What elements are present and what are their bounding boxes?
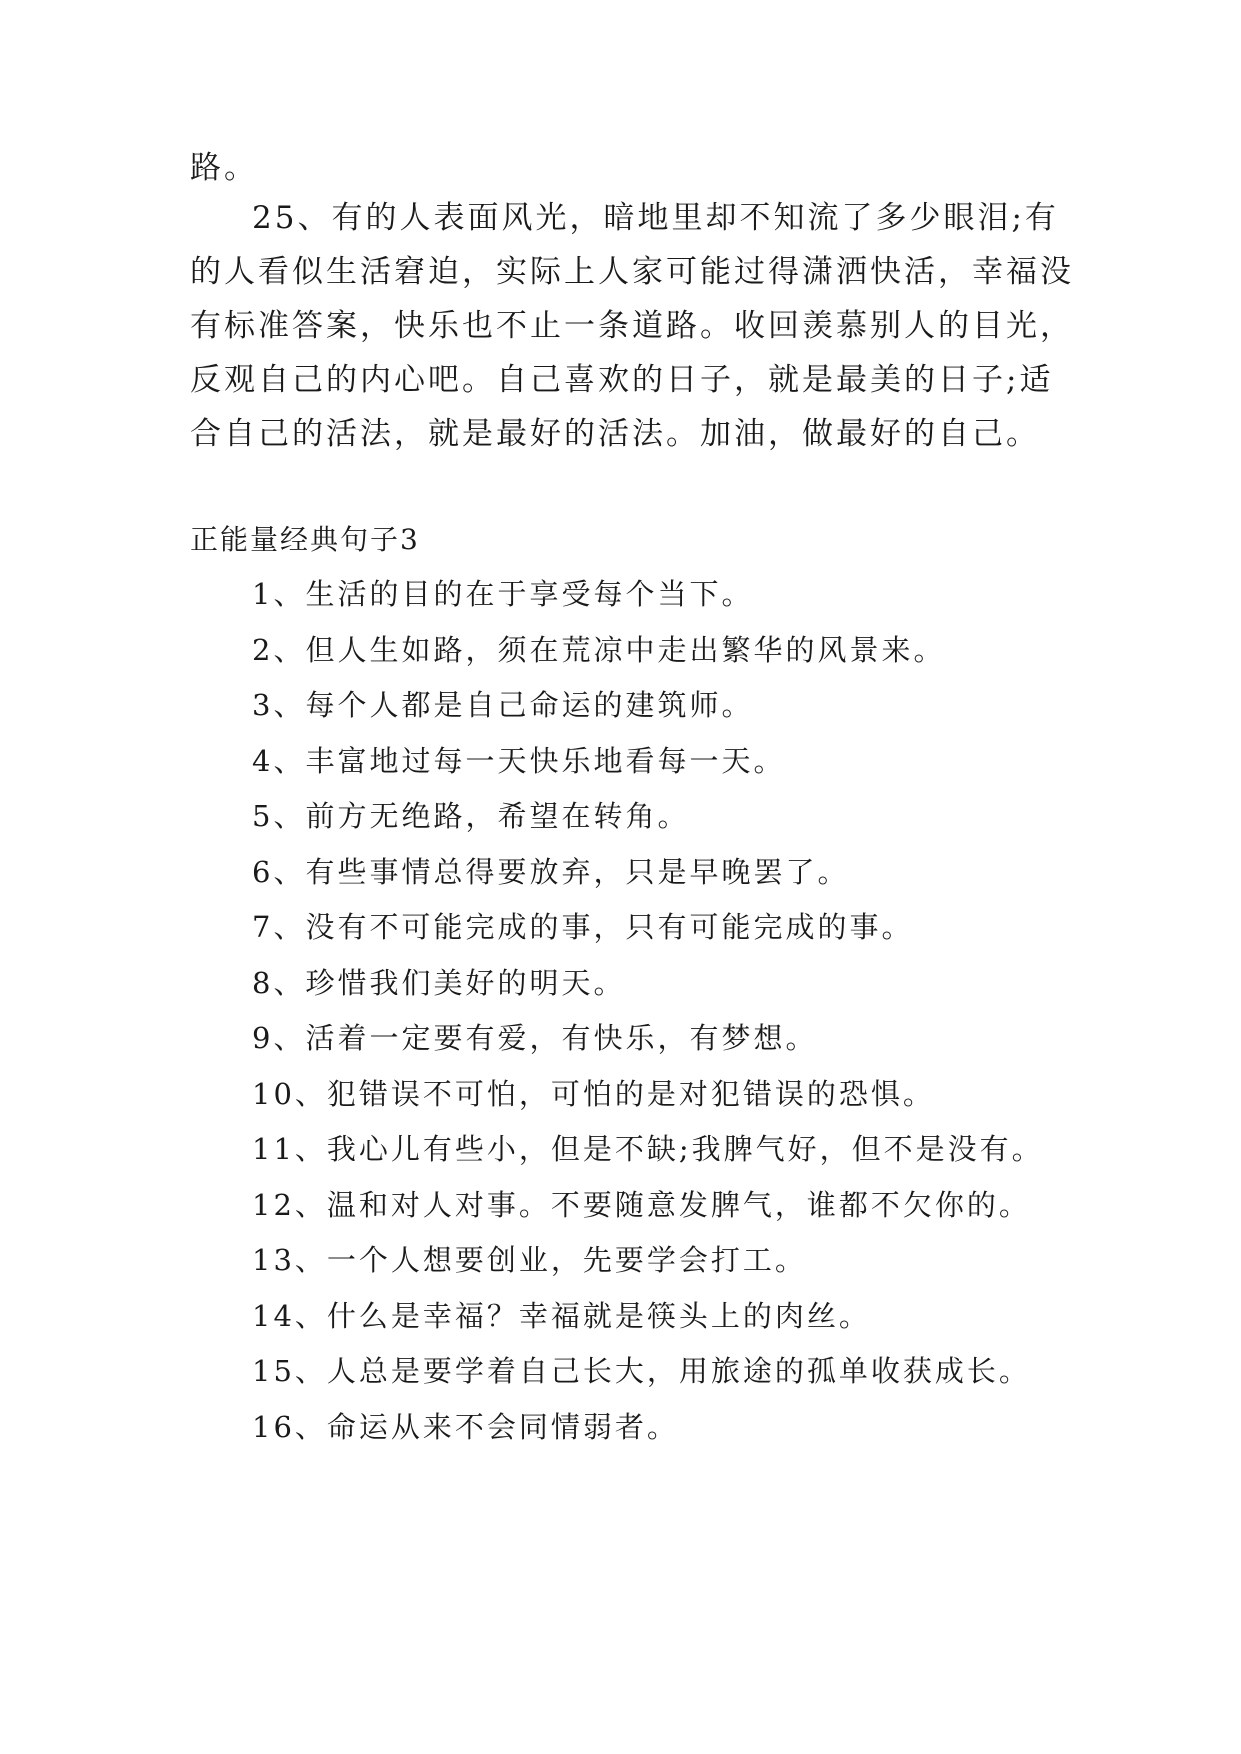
intro-tail-text: 路。 [190,150,258,186]
paragraph-25-line: 反观自己的内心吧。自己喜欢的日子，就是最美的日子;适 [190,362,1054,398]
list-item: 5、前方无绝路，希望在转角。 [252,799,690,833]
paragraph-25-line: 25、有的人表面风光，暗地里却不知流了多少眼泪;有 [252,200,1059,236]
list-item: 2、但人生如路，须在荒凉中走出繁华的风景来。 [252,633,946,667]
list-item: 6、有些事情总得要放弃，只是早晚罢了。 [252,855,850,889]
paragraph-25-line: 合自己的活法，就是最好的活法。加油，做最好的自己。 [190,416,1040,452]
paragraph-25-line: 有标准答案，快乐也不止一条道路。收回羡慕别人的目光， [190,308,1074,344]
list-item: 1、生活的目的在于享受每个当下。 [252,577,754,611]
list-item: 4、丰富地过每一天快乐地看每一天。 [252,744,786,778]
list-item: 8、珍惜我们美好的明天。 [252,966,626,1000]
list-item: 3、每个人都是自己命运的建筑师。 [252,688,754,722]
list-item: 15、人总是要学着自己长大，用旅途的孤单收获成长。 [252,1354,1031,1388]
list-item: 13、一个人想要创业，先要学会打工。 [252,1243,807,1277]
section-title: 正能量经典句子3 [190,523,420,556]
list-item: 14、什么是幸福？幸福就是筷头上的肉丝。 [252,1299,871,1333]
list-item: 10、犯错误不可怕，可怕的是对犯错误的恐惧。 [252,1077,935,1111]
list-item: 16、命运从来不会同情弱者。 [252,1410,679,1444]
list-item: 7、没有不可能完成的事，只有可能完成的事。 [252,910,914,944]
list-item: 12、温和对人对事。不要随意发脾气，谁都不欠你的。 [252,1188,1031,1222]
list-item: 11、我心儿有些小，但是不缺;我脾气好，但不是没有。 [252,1132,1044,1166]
list-item: 9、活着一定要有爱，有快乐，有梦想。 [252,1021,818,1055]
paragraph-25-line: 的人看似生活窘迫，实际上人家可能过得潇洒快活，幸福没 [190,254,1074,290]
